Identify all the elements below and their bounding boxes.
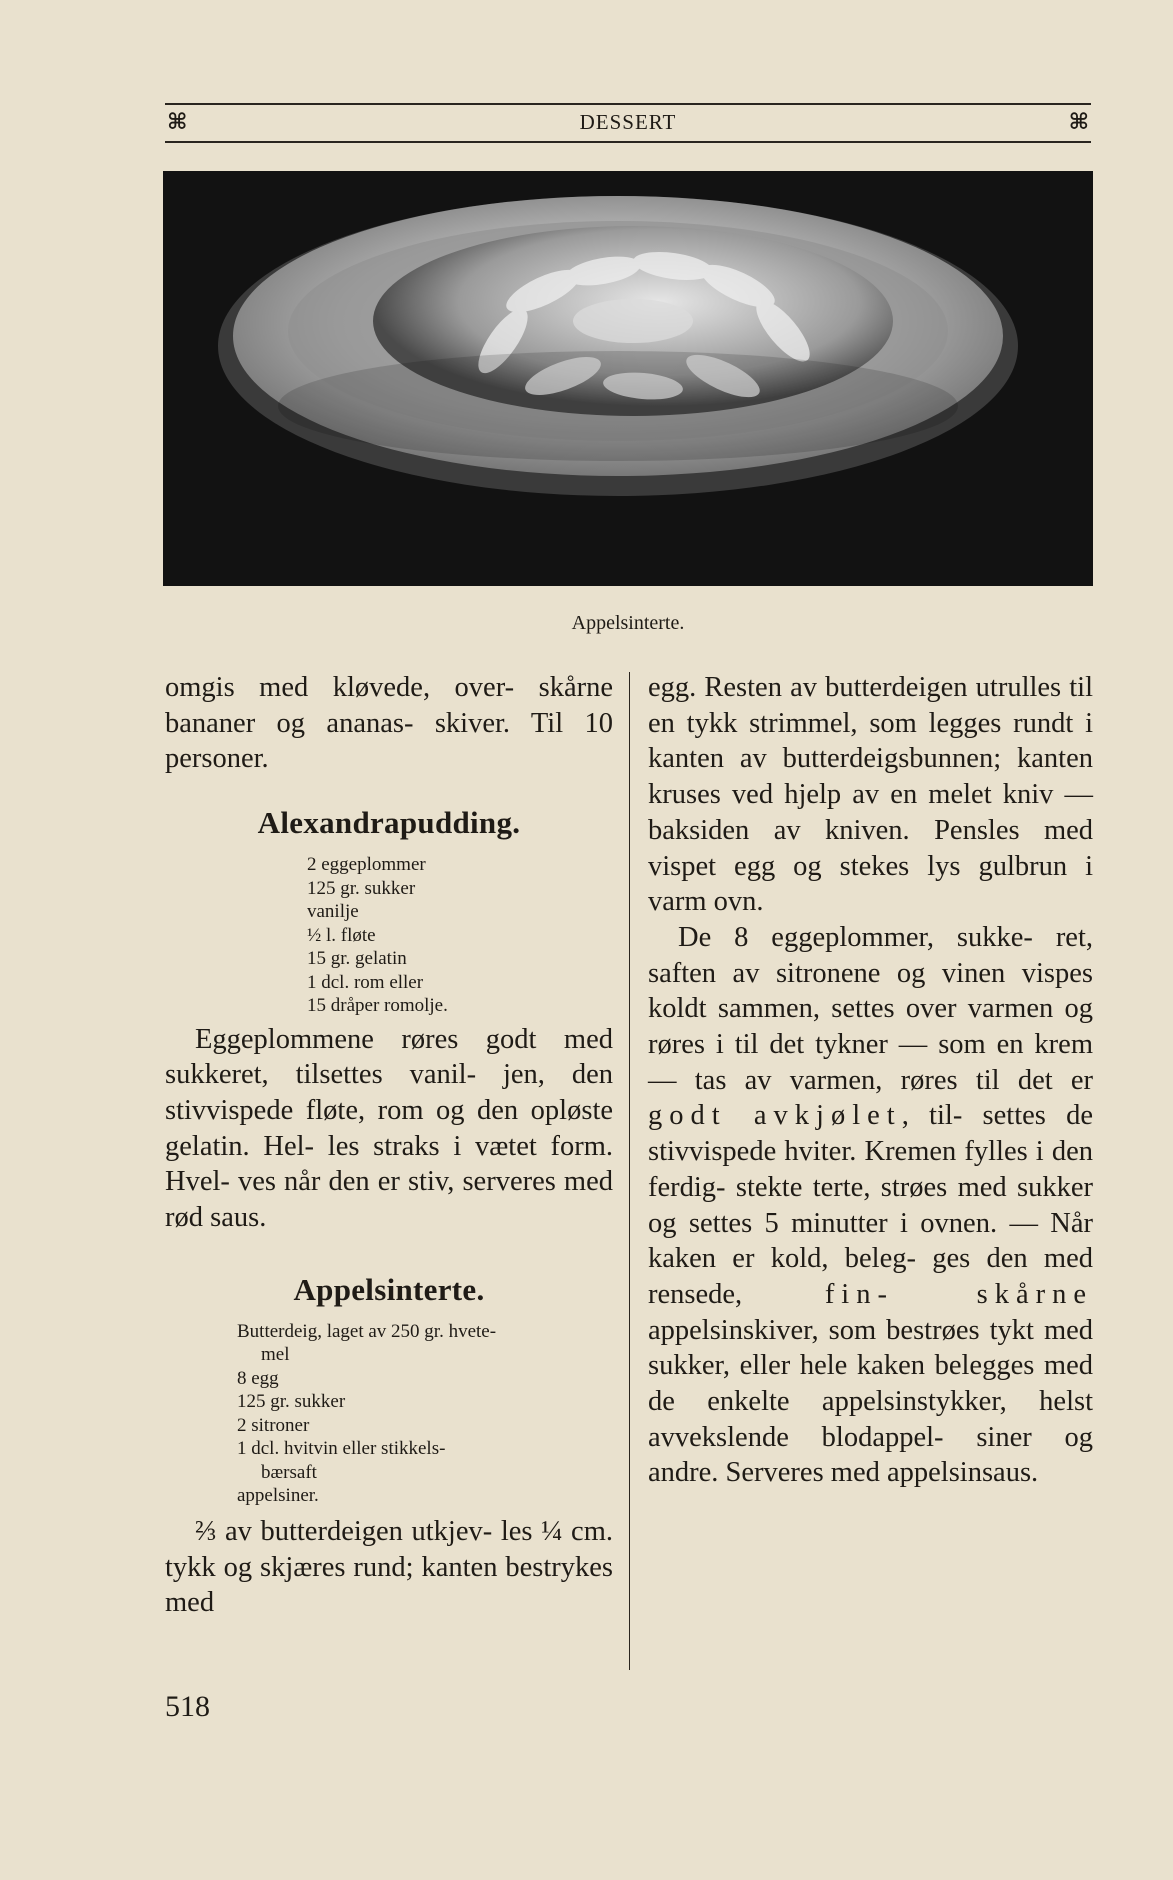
text-line: les ¼ cm. tykk og skjæres — [165, 1515, 613, 1583]
text-line: som legges rundt i kanten — [648, 707, 1093, 775]
ingredient-item: appelsiner. — [237, 1485, 319, 1507]
text-line: settes over varmen og røres i til — [648, 993, 1093, 1061]
text-line: vinen vispes koldt sammen, — [648, 957, 1093, 1025]
text-line: omgis med kløvede, over- — [165, 672, 515, 703]
text-line: helst avvekslende blodappel- — [648, 1386, 1093, 1453]
text-line: appelsinskiver, som — [648, 1314, 877, 1346]
text-line: les straks i vætet form. Hvel- — [165, 1130, 614, 1198]
left-column — [165, 670, 613, 1621]
ingredient-item: 125 gr. sukker — [307, 877, 416, 899]
right-column — [648, 670, 1093, 1491]
text-line: egg. Resten av butterdeigen — [648, 672, 968, 703]
text-line: og den opløste gelatin. Hel- — [165, 1095, 614, 1162]
ingredient-item: 8 egg — [237, 1367, 279, 1389]
ornament-right-icon: ⌘ — [1068, 109, 1089, 135]
text-line: ves når den er stiv, serveres — [237, 1166, 556, 1198]
recipe-title-alexandrapudding: Alexandrapudding. — [257, 805, 521, 841]
dessert-photo — [163, 171, 1093, 586]
ingredient-item: Butterdeig, laget av 250 gr. hvete- — [237, 1320, 497, 1342]
text-line: jen, den stivvispede fløte, rom — [165, 1059, 613, 1127]
ingredient-item: bærsaft — [261, 1461, 317, 1483]
text-line: kruses ved hjelp av en melet — [648, 779, 992, 811]
text-line: , til- — [901, 1100, 963, 1132]
emphasis-spaced: godt avkjølet — [648, 1100, 902, 1132]
text-line: med rød saus. — [165, 1166, 613, 1234]
text-line: det tykner — som en krem — — [648, 1029, 1093, 1096]
section-title: DESSERT — [579, 110, 677, 134]
ornament-left-icon: ⌘ — [167, 109, 188, 135]
method-paragraph — [648, 920, 1093, 1491]
text-line: ⅔ av butterdeigen utkjev- — [195, 1515, 493, 1547]
emphasis-spaced: fin- — [824, 1278, 894, 1310]
ingredient-item: 2 sitroner — [237, 1414, 310, 1436]
text-line: og settes 5 minutter i ovnen. — [648, 1207, 998, 1239]
text-line: rund; kanten bestrykes med — [165, 1551, 614, 1619]
text-line: siner og andre. Serveres med — [648, 1421, 1094, 1489]
text-line: er — [1070, 1064, 1094, 1096]
continuation-paragraph — [648, 670, 1093, 920]
photo-caption: Appelsinterte. — [571, 612, 685, 634]
column-rule — [629, 672, 630, 1670]
method-paragraph — [165, 1514, 613, 1621]
method-paragraph — [165, 1022, 613, 1236]
text-line: De 8 eggeplommer, sukke- — [678, 921, 1033, 953]
text-line: kniv — baksiden av kniven. — [648, 779, 1093, 846]
ingredient-item: 1 dcl. rom eller — [307, 971, 424, 993]
ingredient-item: 2 eggeplommer — [307, 854, 426, 876]
text-line: ges den med rensede, — [648, 1243, 1093, 1310]
text-line: tas av varmen, røres til det — [694, 1064, 1053, 1096]
ingredient-item: mel — [261, 1344, 290, 1366]
text-line: skiver. Til 10 personer. — [165, 707, 613, 775]
emphasis-spaced: skårne — [976, 1278, 1094, 1310]
intro-paragraph — [165, 670, 613, 777]
ingredient-item: 1 dcl. hvitvin eller stikkels- — [237, 1438, 446, 1460]
text-line: utrulles til en tykk strimmel, — [648, 672, 1094, 739]
ingredient-item: ½ l. fløte — [307, 924, 376, 946]
text-line: stekte terte, strøes med sukker — [735, 1171, 1093, 1203]
ingredient-list — [165, 1320, 613, 1508]
text-line: de enkelte appelsinstykker, — [648, 1386, 1007, 1418]
text-line: settes de stivvispede hviter. — [648, 1100, 1093, 1168]
text-line: eller hele kaken belegges med — [739, 1350, 1094, 1382]
text-line: Pensles med vispet egg og — [648, 814, 1094, 882]
text-line: Kremen fylles i den ferdig- — [648, 1136, 1093, 1203]
text-line: appelsinsaus. — [886, 1457, 1039, 1489]
text-line: med sukkeret, tilsettes vanil- — [165, 1023, 613, 1091]
text-line: — Når kaken er kold, beleg- — [648, 1207, 1094, 1275]
recipe-title-appelsinterte: Appelsinterte. — [293, 1271, 485, 1307]
ingredient-item: vanilje — [307, 901, 359, 923]
ingredient-item: 15 gr. gelatin — [307, 948, 407, 970]
text-line: stekes lys gulbrun i varm ovn. — [648, 850, 1093, 918]
ingredient-item: 15 dråper romolje. — [307, 995, 448, 1017]
text-line: ret, saften av sitronene og — [648, 921, 1093, 989]
ingredient-item: 125 gr. sukker — [237, 1391, 346, 1413]
running-header — [165, 103, 1091, 143]
text-line: Eggeplommene røres godt — [195, 1023, 537, 1055]
text-line: skårne bananer og ananas- — [165, 672, 614, 739]
page-number: 518 — [165, 1690, 210, 1723]
text-line: bestrøes tykt med sukker, — [648, 1314, 1094, 1382]
text-line: av butterdeigsbunnen; kanten — [739, 743, 1093, 775]
ingredient-list — [165, 853, 613, 1018]
tart-plate-image — [163, 171, 1093, 586]
